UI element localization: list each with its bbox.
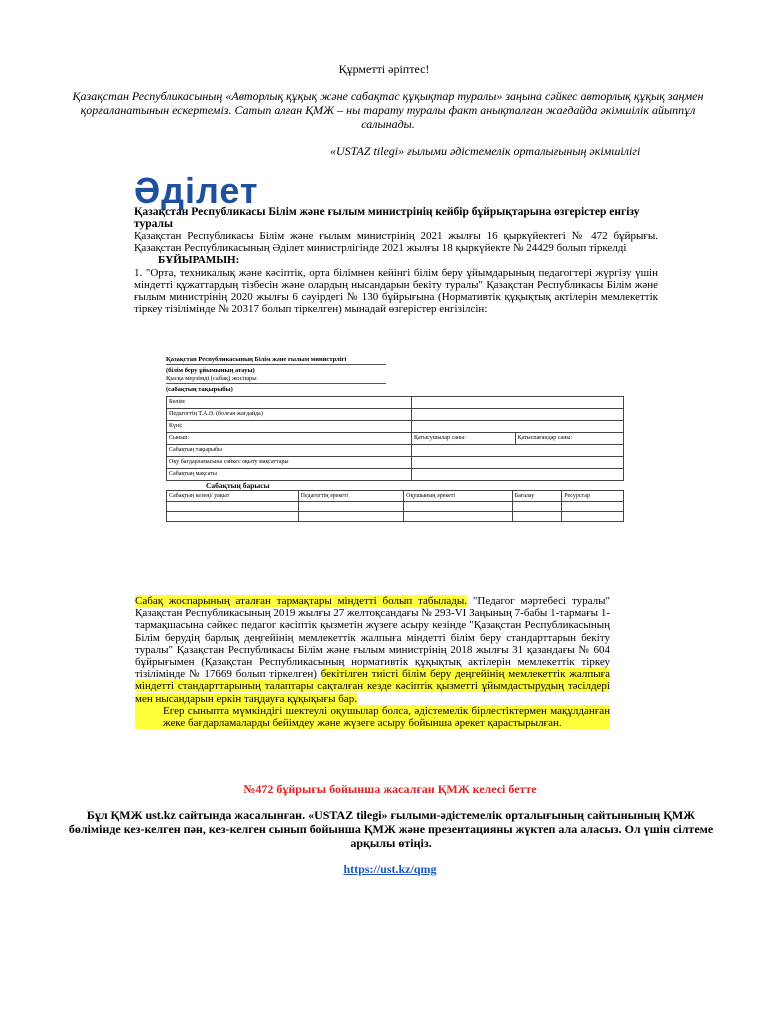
lesson-plan-form [166,356,626,522]
greeting: Құрметті әріптес! [338,62,430,76]
form-table [166,396,624,481]
form-topic: (сабақтың тақырыбы) [166,386,233,393]
order-title: Қазақстан Республикасы Білім және ғылым министрінің кейбір бұйрықтарына өзгерістер енгізу туралы [134,206,640,230]
progress-col: Сабақтың кезеңі/ уақыт [167,491,299,502]
next-page-note: №472 бұйрығы бойынша жасалған ҚМЖ келесі бетте [243,782,537,796]
form-row: Бөлім: [167,397,412,409]
order-para-1: Қазақстан Республикасы Білім және ғылым министрінің 2021 жылғы 16 қыркүйектегі № 472 бұйрығы. Қазақстан Республикасының Әділет министрлігінде 2021 жылғы 18 қыркүйекте № 24429 болып тіркелді [134,230,658,255]
highlighted-rights: бекітілген тиісті білім беру деңгейінің мемлекеттік жалпыға міндетті стандарттарының талаптары сақталған кезде кәсіптік қызметті ұйымдастырудың тәсілдері мен нысандарын еркін таңдауға құқықығы бар. [135,668,611,705]
form-row: Сабақтың тақырыбы [167,445,412,457]
highlighted-mandatory: Сабақ жоспарының аталған тармақтары міндетті болып табылады. [135,595,468,607]
form-row: Сынып: [167,433,412,445]
form-row: Педагогтің Т.А.Ә. (болған жағдайда) [167,409,412,421]
progress-col: Бағалау [512,491,562,502]
form-row: Оқу бағдарламасына сәйкес оқыту мақсаттары [167,457,412,469]
form-ministry: Қазақстан Республикасының Білім және ғылым министрлігі [166,356,386,365]
highlighted-special-needs: Егер сыныпта мүмкіндігі шектеулі оқушылар болса, әдістемелік бірлестіктермен мақұлданған жеке бағдарламаларды бейімдеу және жүзеге асыру бойынша әрекет қарастырылған. [135,705,610,729]
progress-col: Оқушының әрекеті [404,491,512,502]
form-row: Сабақтың мақсаты [167,469,412,481]
progress-col: Ресурстар [562,491,624,502]
order-para-2: 1. "Орта, техникалық және кәсіптік, орта білімнен кейінгі білім беру ұйымдарының педагогтері жүргізу үшін міндетті құжаттардың тізбесін және олардың нысандарын бекіту туралы" Қазақстан Республикасы Білім және ғылым министрінің 2020 жылғы 6 сәуірдегі № 130 бұйрығына (Нормативтік құқықтық актілерін мемлекеттік тіркеу тізілімінде № 20317 болып тіркелген) мынадай өзгерістер енгізілсін: [134,266,658,316]
scanned-rules-image [135,595,610,729]
order-body [134,230,658,315]
form-present: Қатысушылар саны: [412,433,516,445]
signature: «USTAZ tilegi» ғылыми әдістемелік орталығының әкімшілігі [330,144,641,158]
form-plan: Қысқа мерзімді (сабақ) жоспары [166,375,386,384]
adilet-logo-text: Әділет [134,170,259,211]
rules-text: "Педагог мәртебесі туралы" Қазақстан Республикасының 2019 жылғы 27 желтоқсандағы № 293-VI Заңының 7-бабы 1-тармағы 1-тармақшасына сәйкес педагог кәсіптік қызметін жүзеге асыру кезінде "Қазақстан Республикасының Білім берудің барлық деңгейінің мемлекеттік жалпыға міндетті білім беру стандарттарын бекіту туралы" Қазақстан Республикасы Білім және ғылым министрінің 2018 жылғы 31 қазандағы № 604 бұйрығымен (Қазақстан Республикасының нормативтік құқықтық актілерін мемлекеттік тіркеу тізілімінде № 17669 болып тіркелген) [135,595,610,681]
form-progress-label: Сабақтың барысы [206,481,270,490]
scanned-order-image [130,170,660,520]
site-link[interactable]: https://ust.kz/qmg [343,862,437,876]
copyright-notice: Қазақстан Республикасының «Авторлық құқық және сабақтас құқықтар туралы» заңына сәйкес авторлық құқық заңмен қорғаланатынын ескертеміз. Сатып алған ҚМЖ – ны тарату туралы факт анықталған жағдайда әкімшілік айыппұл салынады. [72,89,704,131]
progress-table [166,490,624,522]
order-command: БҰЙЫРАМЫН: [158,254,240,267]
form-absent: Қатыспағандар саны: [515,433,623,445]
adilet-logo [134,170,314,210]
site-info: Бұл ҚМЖ ust.kz сайтында жасалынған. «USTAZ tilegi» ғылыми-әдістемелік орталығының сайтынының ҚМЖ бөлімінде кез-келген пән, кез-келген сынып бойынша ҚМЖ және презентацияны жүктеп ала аласыз. Ол үшін сілтеме арқылы өтіңіз. [68,808,714,850]
form-org: (білім беру ұйымының атауы) [166,367,255,374]
progress-col: Педагогтің әрекеті [298,491,404,502]
form-row: Күні: [167,421,412,433]
